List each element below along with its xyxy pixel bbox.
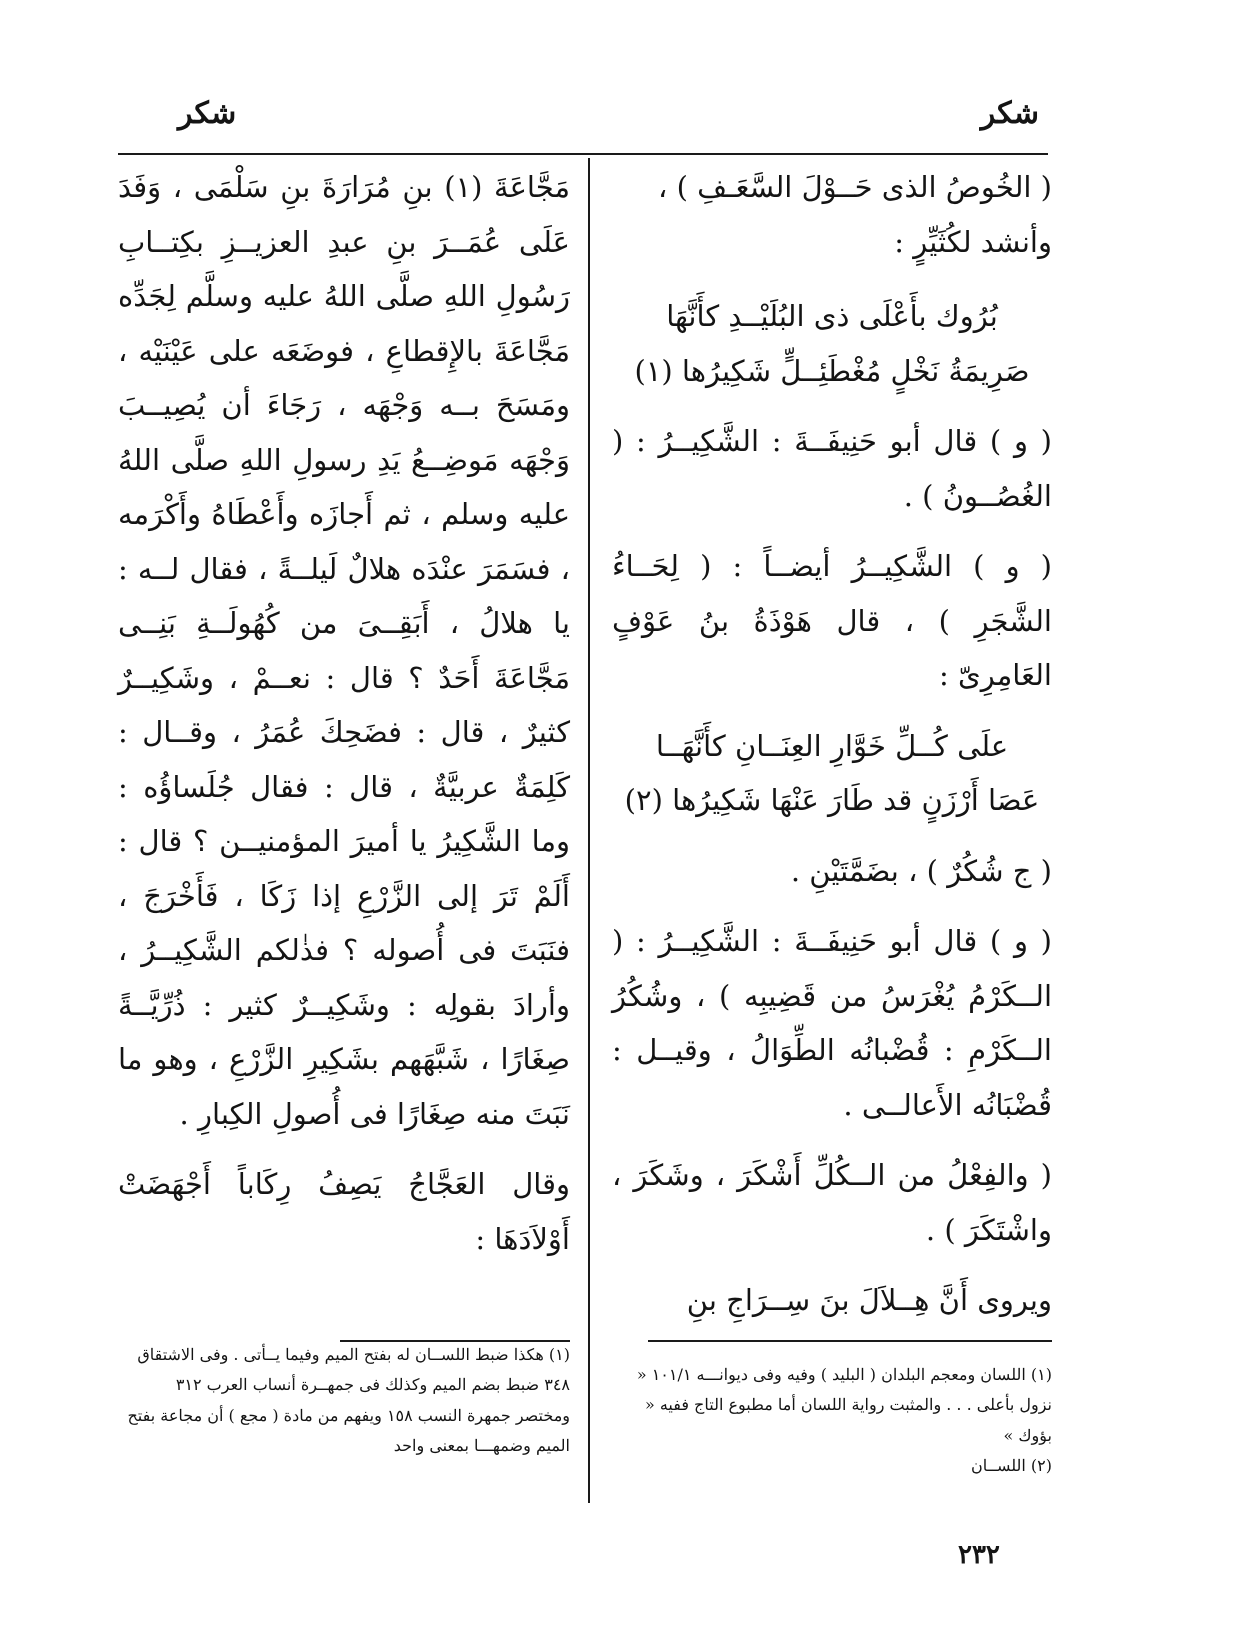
footnotes-right xyxy=(632,1360,1052,1482)
running-head-left: شكر xyxy=(178,96,237,131)
running-head-right: شكر xyxy=(980,96,1039,131)
footnote: (١) اللسان ومعجم البلدان ( البليد ) وفيه وفى ديوانـــه ١٠١/١ « نزول بأعلى . . . والمثبت رواية اللسان أما مطبوع التاج ففيه « بؤوك » xyxy=(636,1365,1052,1445)
paragraph: مَجَّاعَةَ (١) بنِ مُرَارَةَ بنِ سَلْمَى ، وَفَدَ عَلَى عُمَــرَ بنِ عبدِ العزيــزِ بكِتــابِ رَسُولِ اللهِ صلَّى اللهُ عليه وسلَّم لِجَدِّه مَجَّاعَةَ بالإِقطاعِ ، فوضَعَه على عَيْنَيْه ، ومَسَحَ بــه وَجْهَه ، رَجَاءَ أن يُصِيــبَ وَجْهَه مَوضِــعُ يَدِ رسولِ اللهِ صلَّى اللهُ عليه وسلم ، ثم أَجازَه وأَعْطَاهُ وأَكْرَمه ، فسَمَرَ عنْدَه هلالٌ لَيلــةً ، فقال لــه : يا هلالُ ، أَبَقِــىَ من كُهُولَــةِ بَنِــى مَجَّاعَةَ أَحَدٌ ؟ قال : نعــمْ ، وشَكِيــرٌ كثيرٌ ، قال : فضَحِكَ عُمَرُ ، وقــال : كَلِمَةٌ عربيَّةٌ ، قال : فقال جُلَساؤُه : وما الشَّكِيرُ يا أميرَ المؤمنيــن ؟ قال : أَلَمْ تَرَ إلى الزَّرْعِ إذا زَكَا ، فَأَخْرَجَ ، فنَبَتَ فى أُصوله ؟ فذٰلكم الشَّكِيــرُ ، وأرادَ بقولِه : وشَكِيــرٌ كثير : ذُرِّيَّــةً صِغَارًا ، شَبَّهَهم بشَكِيرِ الزَّرْعِ ، وهو ما نَبَتَ منه صِغَارًا فى أُصولِ الكِبارِ . xyxy=(118,170,570,1131)
paragraph: ( الخُوصُ الذى حَــوْلَ السَّعَـفِ ) ، xyxy=(657,170,1052,204)
verse-line: علَى كُــلِّ خَوَّارِ العِنَــانِ كأَنَّهَــا xyxy=(655,728,1009,763)
paragraph: وقال العَجَّاجُ يَصِفُ رِكَاباً أَجْهَضَتْ أَوْلاَدَهَا : xyxy=(118,1167,570,1256)
column-divider xyxy=(588,158,590,1503)
footnote-rule-right xyxy=(648,1340,1052,1342)
verse-2 xyxy=(612,719,1052,828)
paragraph: ( و ) قال أبو حَنِيفَــةَ : الشَّكِيــرُ : ( الــكَرْمُ يُغْرَسُ من قَضِيبِه ) ، وشُكُرُ الــكَرْمِ : قُضْبانُه الطِّوَالُ ، وقيــل : قُضْبَانُه الأَعالــى . xyxy=(612,924,1052,1122)
page-number: ٢٣٢ xyxy=(958,1540,1000,1570)
verse-1 xyxy=(612,289,1052,398)
footnote: (١) هكذا ضبط اللســان له بفتح الميم وفيما يــأتى . وفى الاشتقاق ٣٤٨ ضبط بضم الميم وكذلك فى جمهــرة أنساب العرب ٣١٢ ومختصر جمهرة النسب ١٥٨ ويفهم من مادة ( مجع ) أن مجاعة بفتح الميم وضمهـــا بمعنى واحد xyxy=(127,1345,570,1456)
footnotes-left xyxy=(118,1340,570,1462)
paragraph: ويروى أَنَّ هِــلاَلَ بنَ سِــرَاجِ بنِ xyxy=(686,1283,1052,1318)
footnote: (٢) اللســان xyxy=(970,1456,1052,1476)
verse-line: صَرِيمَةُ نَخْلٍ مُغْطَئِــلٍّ شَكِيرُها (١) xyxy=(634,353,1030,388)
paragraph: ( و ) الشَّكِيــرُ أيضــاً : ( لِحَــاءُ الشَّجَرِ ) ، قال هَوْذَةُ بنُ عَوْفٍ العَامِرِىّ : xyxy=(612,549,1052,693)
header-rule xyxy=(118,153,1048,155)
paragraph: ( والفِعْلُ من الــكُلِّ أَشْكَرَ ، وشَكَرَ ، واشْتَكَرَ ) . xyxy=(612,1158,1052,1247)
paragraph: ( ج شُكُرٌ ) ، بضَمَّتَيْنِ . xyxy=(790,853,1052,888)
left-column xyxy=(118,160,570,1282)
paragraph: ( و ) قال أبو حَنِيفَــةَ : الشَّكِيــرُ : ( الغُصُــونُ ) . xyxy=(612,424,1052,513)
paragraph: وأنشد لكُثَيِّرٍ : xyxy=(894,224,1052,259)
verse-line: عَصَا أَرْزَنٍ قد طَارَ عَنْهَا شَكِيرُها (٢) xyxy=(624,783,1040,818)
verse-line: بُرُوك بأَعْلَى ذى البُلَيْــدِ كأَنَّهَا xyxy=(666,299,998,334)
right-column xyxy=(612,160,1052,1344)
